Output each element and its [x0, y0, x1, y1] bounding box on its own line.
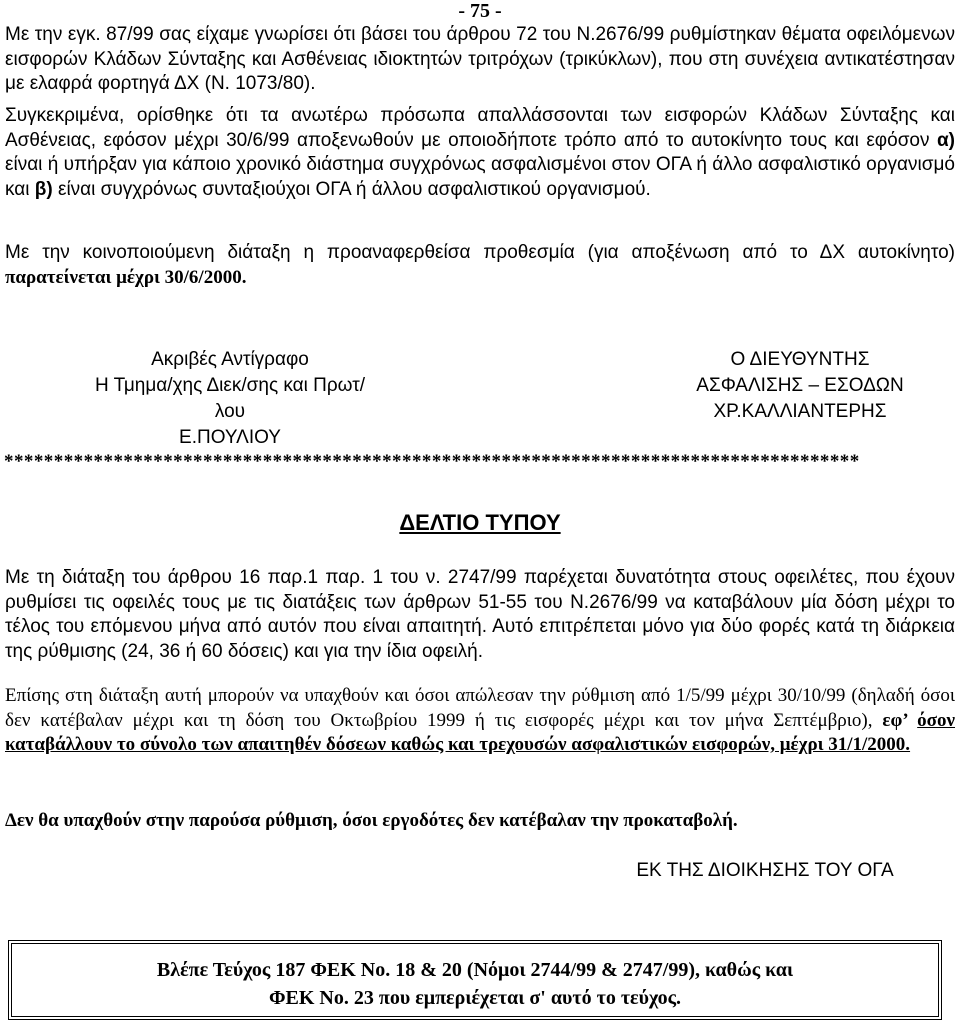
signature-right	[660, 347, 940, 425]
details-text-end: είναι συγχρόνως συνταξιούχοι ΟΓΑ ή άλλου ασφαλιστικού οργανισμού.	[52, 178, 651, 200]
press-release-signature: ΕΚ ΤΗΣ ΔΙΟΙΚΗΣΗΣ ΤΟΥ ΟΓΑ	[636, 860, 894, 881]
page-number: - 75 -	[458, 0, 502, 22]
press-release-p2-bold: εφ’	[882, 709, 918, 731]
extension-deadline: παρατείνεται μέχρι 30/6/2000.	[5, 266, 247, 288]
extension-text: Με την κοινοποιούμενη διάταξη η προαναφερθείσα προθεσμία (για αποξένωση από το ΔΧ αυτοκίνητο)	[5, 242, 955, 263]
signature-right-line2: ΑΣΦΑΛΙΣΗΣ – ΕΣΟΔΩΝ	[696, 375, 904, 396]
press-release-paragraph-1: Με τη διάταξη του άρθρου 16 παρ.1 παρ. 1 του ν. 2747/99 παρέχεται δυνατότητα στους οφειλέτες, που έχουν ρυθμίσει τις οφειλές τους με τις διατάξεις των άρθρων 51-55 του Ν.2676/99 να καταβάλουν μία δόση μέχρι το τέλος του επόμενου μήνα από αυτόν που είναι απαιτητή. Αυτό επιτρέπεται μόνο για δύο φορές κατά τη διάρκεια της ρύθμισης (24, 36 ή 60 δόσεις) και για την ίδια οφειλή.	[5, 567, 955, 662]
press-release-paragraph-3: Δεν θα υπαχθούν στην παρούσα ρύθμιση, όσοι εργοδότες δεν κατέβαλαν την προκαταβολή.	[5, 810, 738, 831]
press-release-paragraph-2	[5, 684, 955, 758]
condition-b-marker: β)	[34, 178, 53, 200]
press-release-p2-underlined: όσον καταβάλλουν το σύνολο των απαιτηθέν δόσεων καθώς και τρεχουσών ασφαλιστικών εισφορών, μέχρι 31/1/2000.	[5, 709, 955, 755]
details-text-mid: είναι ή υπήρξαν για κάποιο χρονικό διάστημα συγχρόνως ασφαλισμένοι στον ΟΓΑ ή άλλο ασφαλιστικό οργανισμό και	[5, 154, 955, 200]
boxed-note-text	[12, 956, 938, 1012]
signature-right-line1: Ο ΔΙΕΥΘΥΝΤΗΣ	[730, 349, 870, 370]
signature-left-name: Ε.ΠΟΥΛΙΟΥ	[179, 427, 281, 448]
signature-left-line2: Η Τμημα/χης Διεκ/σης και Πρωτ/λου	[94, 375, 366, 422]
press-release-p2-text: Επίσης στη διάταξη αυτή μπορούν να υπαχθούν και όσοι απώλεσαν την ρύθμιση από 1/5/99 μέχρι 30/10/99 (δηλαδή όσοι δεν κατέβαλαν μέχρι και τη δόση του Οκτωβρίου 1999 ή τις εισφορές μέχρι και τον μήνα Σεπτέμβριο),	[5, 685, 955, 731]
extension-paragraph	[5, 241, 955, 290]
signature-right-name: ΧΡ.ΚΑΛΛΙΑΝΤΕΡΗΣ	[713, 401, 887, 422]
boxed-note-line1: Βλέπε Τεύχος 187 ΦΕΚ Νο. 18 & 20 (Νόμοι 2744/99 & 2747/99), καθώς και	[156, 959, 794, 981]
boxed-note	[8, 940, 942, 1020]
boxed-note-line2: ΦΕΚ Νο. 23 που εμπεριέχεται σ' αυτό το τεύχος.	[268, 987, 682, 1009]
details-paragraph	[5, 104, 955, 202]
separator-stars: **************************************************************************************	[4, 451, 860, 472]
signature-left	[90, 347, 370, 451]
press-release-title: ΔΕΛΤΙΟ ΤΥΠΟΥ	[399, 510, 561, 535]
signature-left-line1: Ακριβές Αντίγραφο	[151, 349, 309, 370]
details-text-start: Συγκεκριμένα, ορίσθηκε ότι τα ανωτέρω πρόσωπα απαλλάσσονται των εισφορών Κλάδων Σύνταξης και Ασθένειας, εφόσον μέχρι 30/6/99 αποξενωθούν με οποιοδήποτε τρόπο από το αυτοκίνητο τους και εφόσον	[5, 105, 955, 151]
condition-a-marker: α)	[936, 129, 955, 151]
intro-paragraph: Με την εγκ. 87/99 σας είχαμε γνωρίσει ότι βάσει του άρθρου 72 του Ν.2676/99 ρυθμίστηκαν θέματα οφειλόμενων εισφορών Κλάδων Σύνταξης και Ασθένειας ιδιοκτητών τριτρόχων (τρικύκλων), που στη συνέχεια αντικατέστησαν με ελαφρά φορτηγά ΔΧ (Ν. 1073/80).	[5, 24, 955, 94]
